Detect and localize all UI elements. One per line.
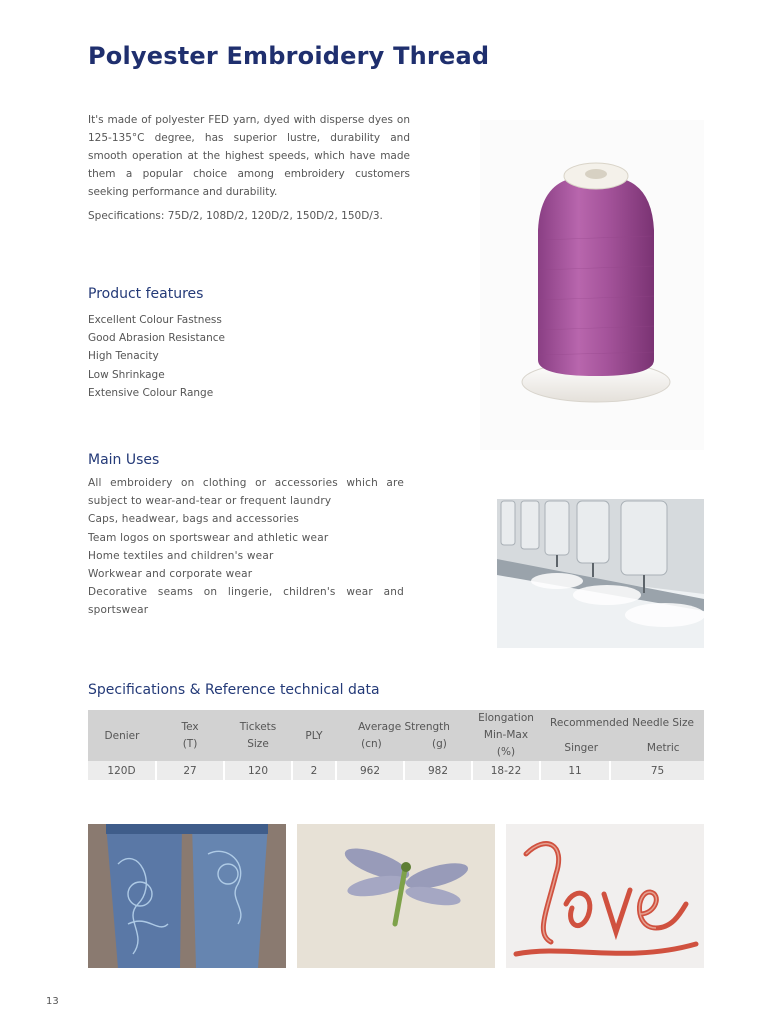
th-tickets: Tickets Size (239, 720, 277, 750)
table-cell: 27 (156, 761, 224, 780)
spec-table (88, 710, 704, 780)
intro-paragraph: It's made of polyester FED yarn, dyed with disperse dyes on 125-135°C degree, has superior lustre, durability and smooth operation at the highest speeds, which have made them a popular choice among embroidery customers seeking performance and durability. (88, 114, 410, 198)
list-item: Decorative seams on lingerie, children's wear and sportswear (88, 586, 404, 617)
love-embroidery-photo (506, 824, 704, 968)
table-cell: 962 (336, 761, 404, 780)
page-title: Polyester Embroidery Thread (88, 42, 490, 70)
th-average-strength: Average Strength (cn) (g) (336, 710, 472, 761)
table-cell: 18-22 (472, 761, 540, 780)
dragonfly-embroidery-photo (297, 824, 495, 968)
embroidered-jeans-photo (88, 824, 286, 968)
table-cell: 982 (404, 761, 472, 780)
th-denier: Denier (104, 729, 140, 742)
table-cell: 120D (107, 764, 136, 777)
table-row (88, 761, 704, 780)
th-needle-size: Recommended Needle Size Singer Metric (540, 710, 704, 761)
th-strength-g: (g) (432, 737, 447, 750)
table-cell: 11 (540, 761, 610, 780)
list-item: Team logos on sportswear and athletic wear (88, 531, 329, 544)
table-cell: 120 (224, 761, 292, 780)
table-cell: 2 (292, 761, 336, 780)
product-features-list (88, 311, 225, 402)
list-item: Low Shrinkage (88, 368, 165, 381)
th-elongation: Elongation Min-Max (%) (478, 712, 534, 758)
th-strength-cn: (cn) (361, 737, 382, 750)
th-needle-metric: Metric (646, 741, 680, 754)
product-features-heading: Product features (88, 286, 204, 302)
list-item: Good Abrasion Resistance (88, 332, 225, 345)
thread-spool-image (480, 120, 704, 450)
th-tex: Tex (T) (181, 720, 199, 750)
embroidery-machine-image (497, 499, 704, 648)
list-item: Excellent Colour Fastness (88, 314, 222, 326)
main-uses-list (88, 474, 404, 620)
main-uses-heading: Main Uses (88, 452, 160, 468)
list-item: Extensive Colour Range (88, 386, 214, 399)
table-cell: 75 (610, 761, 704, 780)
list-item: Caps, headwear, bags and accessories (88, 513, 300, 526)
list-item: All embroidery on clothing or accessories which are subject to wear-and-tear or frequent laundry (88, 477, 404, 508)
list-item: High Tenacity (88, 350, 159, 363)
specifications-line: Specifications: 75D/2, 108D/2, 120D/2, 150D/2, 150D/3. (88, 210, 383, 222)
spec-table-heading: Specifications & Reference technical data (88, 682, 380, 698)
th-ply: PLY (305, 729, 323, 742)
list-item: Workwear and corporate wear (88, 568, 253, 581)
th-needle-singer: Singer (564, 741, 599, 754)
list-item: Home textiles and children's wear (88, 549, 274, 562)
page-number: 13 (46, 996, 59, 1007)
